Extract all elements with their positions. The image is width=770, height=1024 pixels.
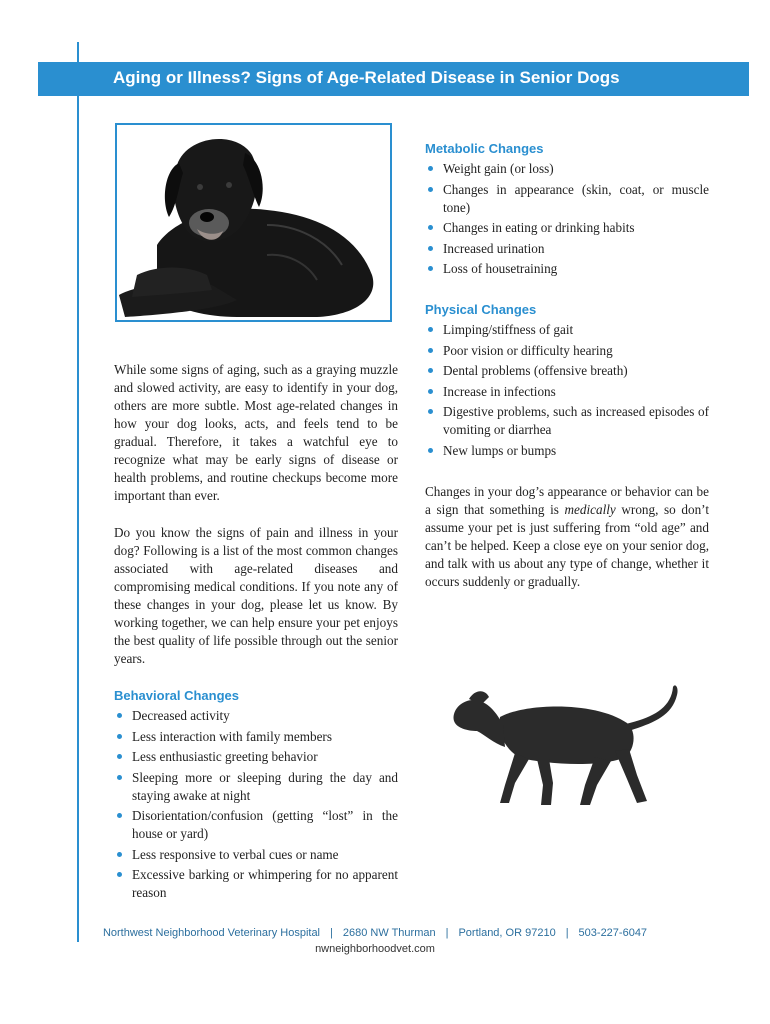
page-footer: [90, 925, 660, 957]
list-item: Less responsive to verbal cues or name: [114, 846, 398, 864]
list-item: Weight gain (or loss): [425, 160, 709, 178]
closing-emphasis: medically: [564, 502, 616, 517]
metabolic-changes-section: [425, 141, 709, 281]
list-item: Increase in infections: [425, 383, 709, 401]
behavioral-changes-list: [114, 707, 398, 902]
list-item: Loss of housetraining: [425, 260, 709, 278]
list-item: Digestive problems, such as increased episodes of vomiting or diarrhea: [425, 403, 709, 439]
list-item: Less enthusiastic greeting behavior: [114, 748, 398, 766]
metabolic-changes-heading: Metabolic Changes: [425, 141, 544, 156]
footer-phone: 503-227-6047: [578, 927, 648, 939]
list-item: Poor vision or difficulty hearing: [425, 342, 709, 360]
footer-website: nwneighborhoodvet.com: [315, 943, 435, 955]
list-item: Excessive barking or whimpering for no apparent reason: [114, 866, 398, 902]
footer-hospital-name: Northwest Neighborhood Veterinary Hospital: [102, 927, 320, 939]
intro-paragraph-2: Do you know the signs of pain and illness in your dog? Following is a list of the most common changes associated with age-related diseases and compromising medical conditions. If you note any of these changes in your dog, please let us know. By working together, we can help ensure your pet enjoys the best quality of life possible through out the senior years.: [114, 525, 398, 666]
closing-text-after: wrong, so don’t assume your pet is just suffering from “old age” and can’t be helped. Keep a close eye on your senior dog, and talk with us about any type of change, whether it occurs suddenly or gradually.: [425, 502, 709, 589]
footer-contact-line: [90, 925, 660, 941]
footer-separator: |: [445, 927, 449, 939]
list-item: Sleeping more or sleeping during the day and staying awake at night: [114, 769, 398, 805]
footer-address: 2680 NW Thurman: [342, 927, 436, 939]
page-title: Aging or Illness? Signs of Age-Related Disease in Senior Dogs: [113, 68, 620, 87]
accent-vertical-rule: [77, 42, 79, 942]
list-item: Decreased activity: [114, 707, 398, 725]
list-item: Less interaction with family members: [114, 728, 398, 746]
dog-photo: [115, 123, 392, 322]
intro-paragraph-1: While some signs of aging, such as a graying muzzle and slowed activity, are easy to identify in your dog, others are more subtle. Most age-related changes in how your dog looks, acts, and feels tend to be gradual. Therefore, it takes a watchful eye to recognize what may be early signs of disease or health problems, and routine checkups become more important than ever.: [114, 362, 398, 503]
physical-changes-section: [425, 302, 709, 462]
list-item: Increased urination: [425, 240, 709, 258]
footer-separator: |: [330, 927, 333, 939]
list-item: Changes in eating or drinking habits: [425, 219, 709, 237]
list-item: Changes in appearance (skin, coat, or muscle tone): [425, 181, 709, 217]
list-item: Limping/stiffness of gait: [425, 321, 709, 339]
physical-changes-list: [425, 321, 709, 460]
list-item: Disorientation/confusion (getting “lost” in the house or yard): [114, 807, 398, 843]
physical-changes-heading: Physical Changes: [425, 302, 537, 317]
behavioral-changes-heading: Behavioral Changes: [114, 688, 239, 703]
footer-city: Portland, OR 97210: [458, 927, 556, 939]
closing-text-before: Changes in your dog’s appearance or behavior can be a sign that something is: [425, 484, 709, 517]
closing-paragraph: [425, 483, 709, 591]
black-labrador-photo-icon: [117, 125, 390, 320]
list-item: New lumps or bumps: [425, 442, 709, 460]
metabolic-changes-list: [425, 160, 709, 278]
list-item: Dental problems (offensive breath): [425, 362, 709, 380]
behavioral-changes-section: [114, 688, 398, 905]
title-banner: [38, 62, 749, 96]
walking-dog-silhouette-icon: [445, 675, 695, 815]
footer-separator: |: [565, 927, 569, 939]
